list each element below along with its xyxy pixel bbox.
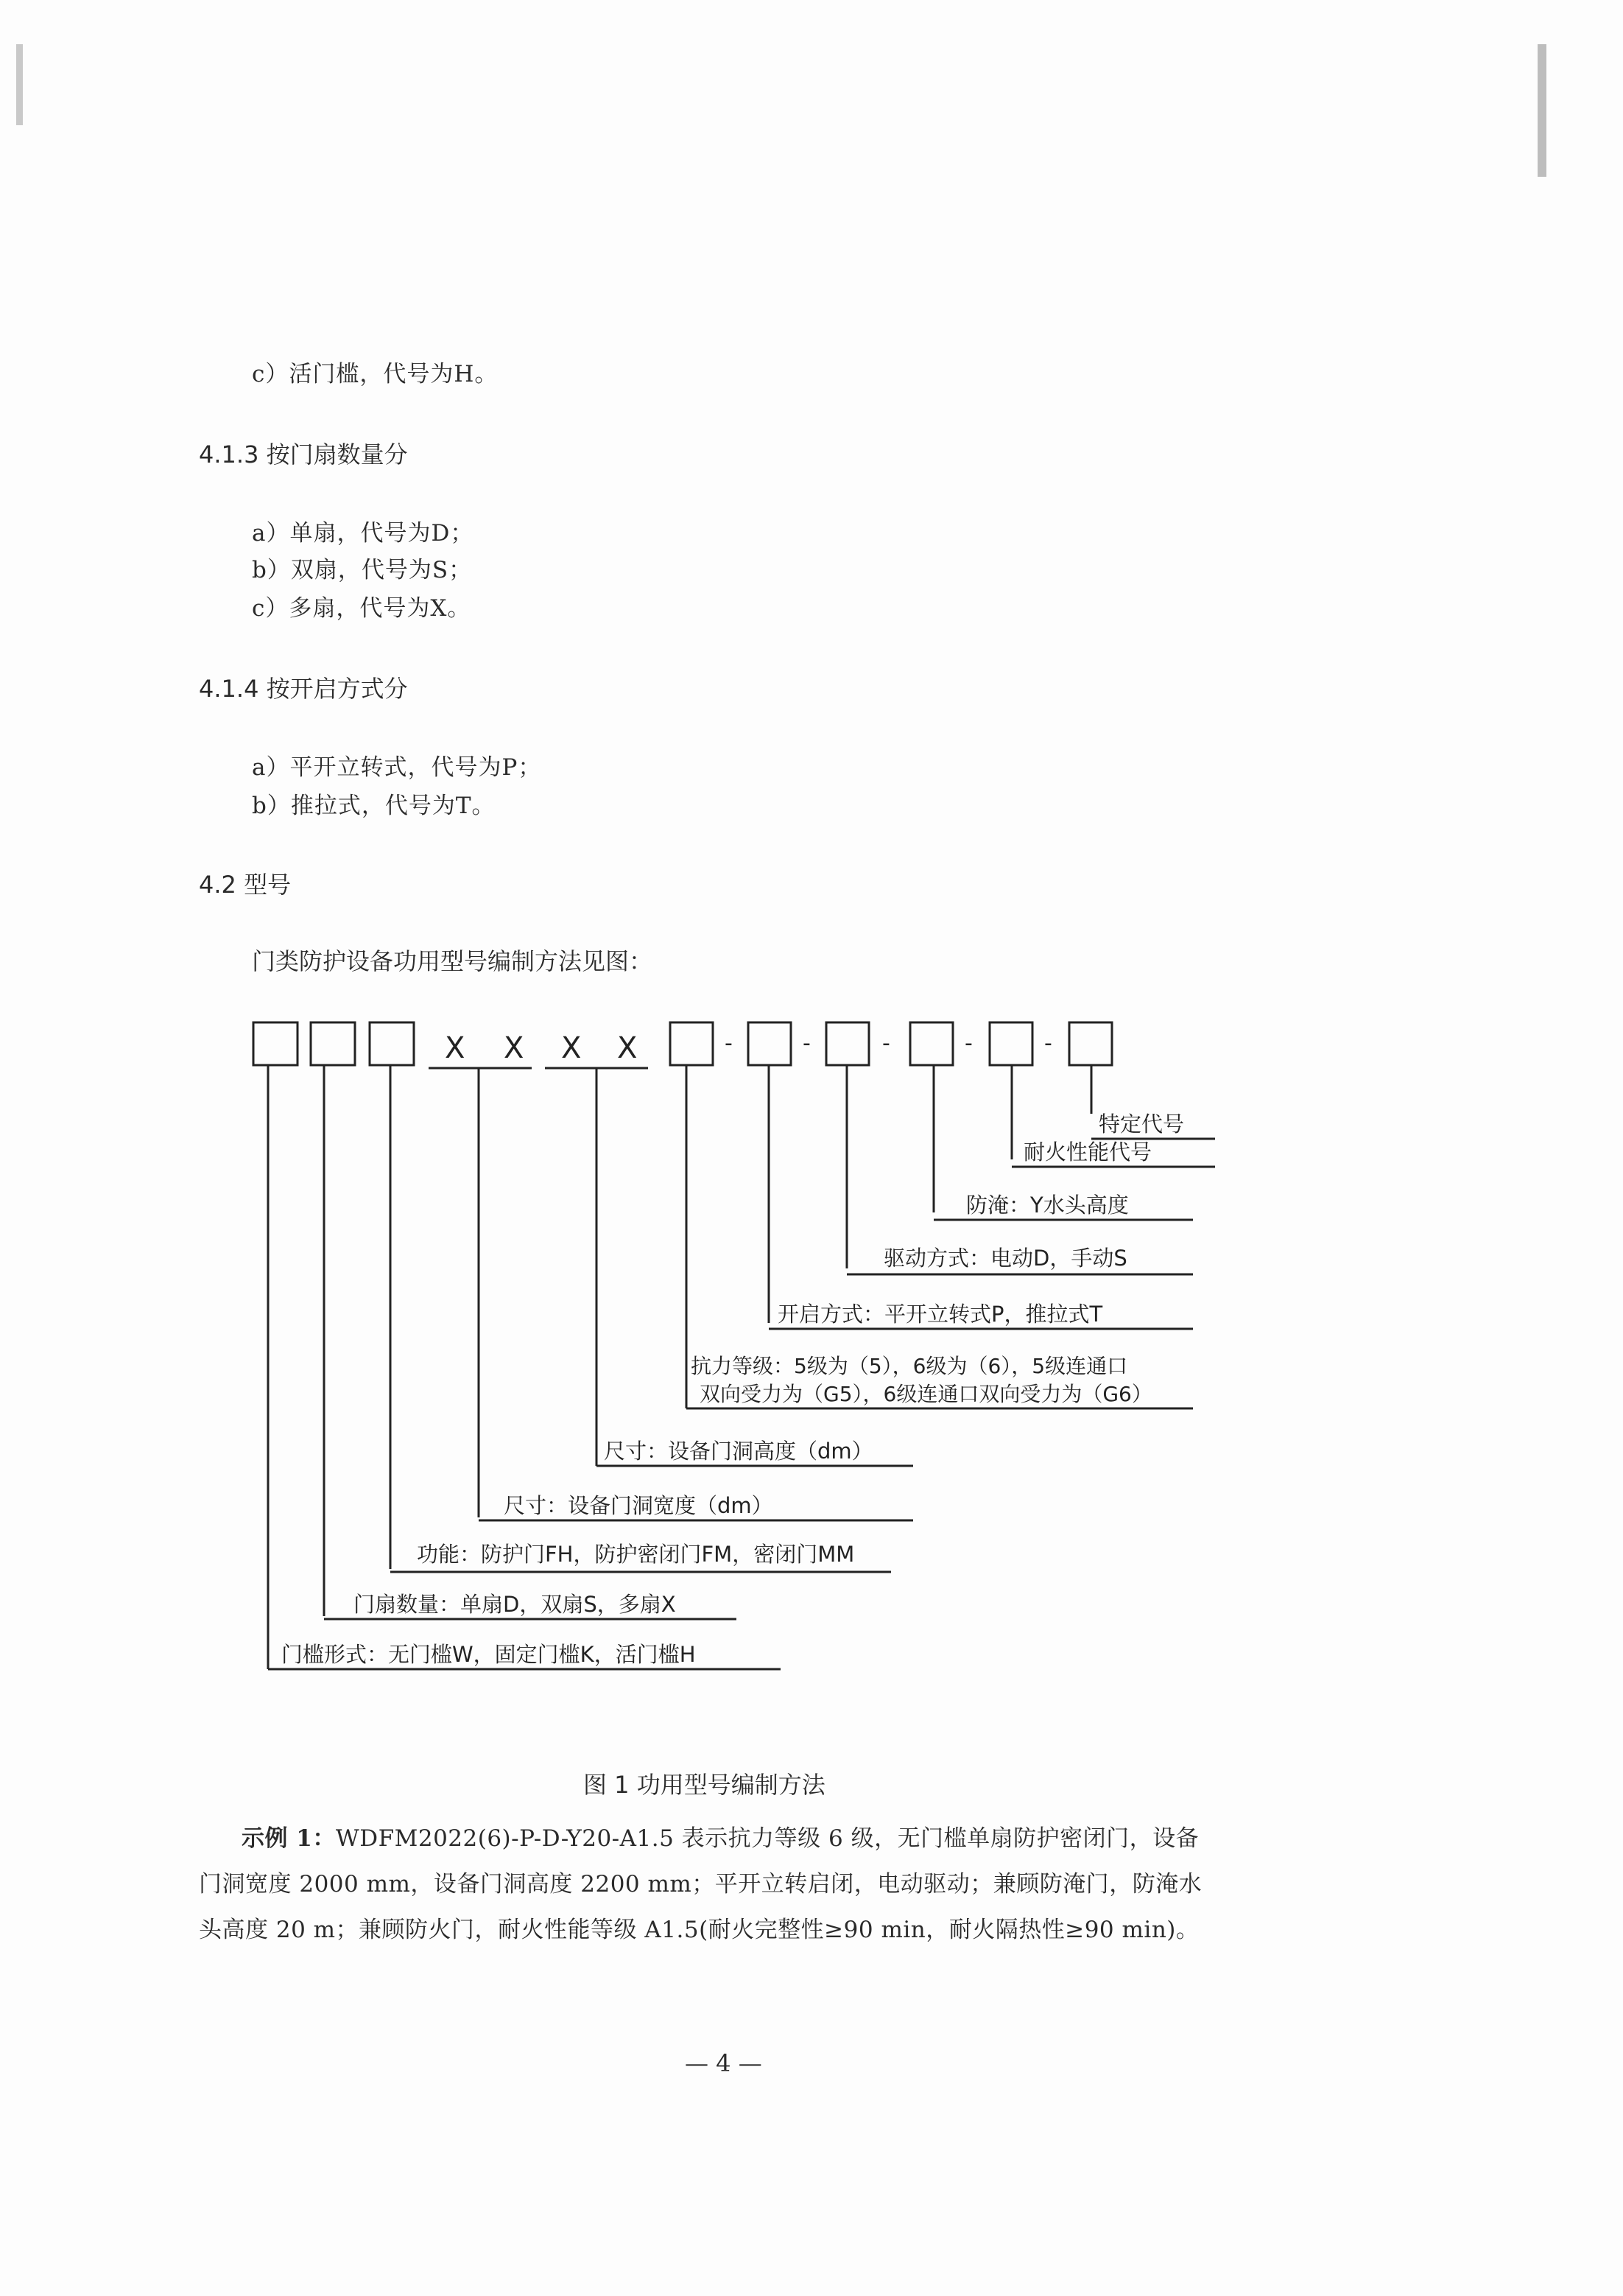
label-threshold: 门槛形式：无门槛W，固定门槛K，活门槛H xyxy=(281,1642,696,1667)
section-heading: 4.1.3 按门扇数量分 xyxy=(199,440,408,468)
dash: - xyxy=(725,1031,733,1056)
code-box xyxy=(1069,1022,1112,1065)
intro-text: 门类防护设备功用型号编制方法见图： xyxy=(252,947,653,975)
list-item: c）活门槛，代号为H。 xyxy=(252,361,499,387)
list-item: a）平开立转式，代号为P； xyxy=(252,754,542,781)
label-opening: 开启方式：平开立转式P，推拉式T xyxy=(778,1302,1103,1327)
page-number: — 4 — xyxy=(685,2049,762,2077)
section-heading: 4.1.4 按开启方式分 xyxy=(199,675,408,703)
dash: - xyxy=(1044,1031,1052,1056)
example-line: 头高度 20 m；兼顾防火门，耐火性能等级 A1.5(耐火完整性≥90 min，耐火隔热性≥90 min)。 xyxy=(199,1917,1200,1943)
label-resistance: 抗力等级：5级为（5），6级为（6），5级连通口 xyxy=(691,1354,1128,1378)
label-leaf-count: 门扇数量：单扇D，双扇S，多扇X xyxy=(353,1592,676,1617)
label-flood: 防淹：Y水头高度 xyxy=(966,1193,1129,1218)
code-box xyxy=(253,1022,298,1065)
label-special-code: 特定代号 xyxy=(1099,1112,1185,1137)
label-width: 尺寸：设备门洞宽度（dm） xyxy=(504,1493,773,1518)
list-item: b）双扇，代号为S； xyxy=(252,557,473,583)
x-mark: X xyxy=(504,1031,524,1065)
dash: - xyxy=(803,1031,811,1056)
figure-caption: 图 1 功用型号编制方法 xyxy=(583,1771,825,1799)
example-label: 示例 1： xyxy=(242,1825,336,1852)
list-item: b）推拉式，代号为T。 xyxy=(252,793,496,819)
code-box xyxy=(990,1022,1032,1065)
dash: - xyxy=(965,1031,973,1056)
label-resistance-2: 双向受力为（G5），6级连通口双向受力为（G6） xyxy=(700,1382,1152,1406)
code-box xyxy=(311,1022,355,1065)
code-box xyxy=(826,1022,869,1065)
example-line: 门洞宽度 2000 mm，设备门洞高度 2200 mm；平开立转启闭，电动驱动；兼顾防淹门，防淹水 xyxy=(199,1871,1203,1897)
dash: - xyxy=(882,1031,890,1056)
code-box xyxy=(370,1022,414,1065)
label-function: 功能：防护门FH，防护密闭门FM，密闭门MM xyxy=(417,1542,855,1567)
x-mark: X xyxy=(445,1031,465,1065)
list-item: a）单扇，代号为D； xyxy=(252,520,474,547)
section-heading: 4.2 型号 xyxy=(199,871,292,899)
example-line xyxy=(242,1819,1199,1853)
x-mark: X xyxy=(617,1031,638,1065)
label-fire-code: 耐火性能代号 xyxy=(1024,1140,1152,1165)
x-mark: X xyxy=(561,1031,582,1065)
code-box xyxy=(748,1022,791,1065)
code-box xyxy=(910,1022,953,1065)
example-text: WDFM2022(6)-P-D-Y20-A1.5 表示抗力等级 6 级，无门槛单扇防护密闭门，设备 xyxy=(335,1825,1200,1852)
list-item: c）多扇，代号为X。 xyxy=(252,595,471,622)
label-height: 尺寸：设备门洞高度（dm） xyxy=(604,1439,873,1464)
label-drive: 驱动方式：电动D，手动S xyxy=(884,1246,1127,1271)
code-box xyxy=(670,1022,713,1065)
